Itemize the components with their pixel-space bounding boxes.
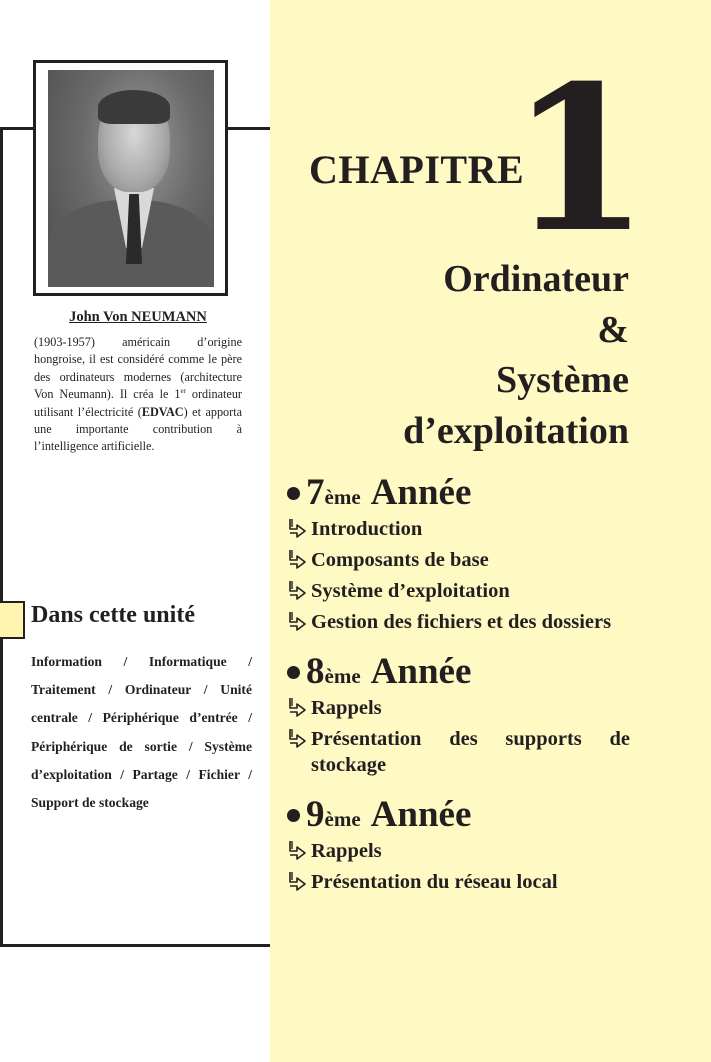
- hook-arrow-icon: [287, 695, 311, 721]
- year-heading: 8 ème Année: [287, 649, 630, 695]
- chapter-title: [309, 254, 629, 456]
- chapter-label: CHAPITRE: [309, 147, 525, 192]
- chapter-title-line: &: [597, 308, 629, 351]
- bullet-icon: [287, 809, 300, 822]
- unit-title: Dans cette unité: [31, 602, 195, 628]
- year-sections: [287, 470, 630, 909]
- hook-arrow-icon: [287, 726, 311, 752]
- topic-item: Gestion des fichiers et des dossiers: [287, 609, 630, 635]
- year-section-9: [287, 792, 630, 895]
- portrait-caption-name: John Von NEUMANN: [69, 309, 207, 325]
- bullet-icon: [287, 666, 300, 679]
- hook-arrow-icon: [287, 609, 311, 635]
- hook-arrow-icon: [287, 869, 311, 895]
- hook-arrow-icon: [287, 578, 311, 604]
- chapter-title-line: d’exploitation: [403, 409, 629, 452]
- frame-divider-left: [0, 127, 3, 947]
- topic-item: Système d’exploitation: [287, 578, 630, 604]
- unit-marker-icon: [0, 601, 25, 639]
- frame-divider-bottom: [0, 944, 270, 947]
- hook-arrow-icon: [287, 547, 311, 573]
- portrait-frame: [33, 60, 228, 296]
- unit-keywords: Information / Informatique / Traitement / Ordinateur / Unité centrale / Périphérique d’entrée / Périphérique de sortie / Système d’exploitation / Partage / Fichier / Support de stockage: [31, 654, 252, 811]
- year-heading: 7 ème Année: [287, 470, 630, 516]
- chapter-number: 1: [510, 42, 644, 277]
- hook-arrow-icon: [287, 838, 311, 864]
- bullet-icon: [287, 487, 300, 500]
- chapter-title-line: Ordinateur: [443, 258, 629, 300]
- topic-item: Composants de base: [287, 547, 630, 573]
- portrait-caption-bio: (1903-1957) américain d’origine hongroise, il est considéré comme le père des ordinateurs modernes (architecture Von Neumann). Il créa le 1er ordinateur utilisant l’électricité (EDVAC) et apporta une importante contribution à l’intelligence artificielle.: [34, 335, 243, 454]
- year-section-7: [287, 470, 630, 635]
- topic-item: Rappels: [287, 695, 630, 721]
- portrait-photo-icon: [48, 70, 214, 287]
- topic-item: Présentation du réseau local: [287, 869, 630, 895]
- topic-item: Rappels: [287, 838, 630, 864]
- year-heading: 9 ème Année: [287, 792, 630, 838]
- topic-item: Introduction: [287, 516, 630, 542]
- hook-arrow-icon: [287, 516, 311, 542]
- topic-item: Présentation des supports de stockage: [287, 726, 630, 778]
- year-section-8: [287, 649, 630, 778]
- chapter-title-line: Système: [496, 359, 629, 401]
